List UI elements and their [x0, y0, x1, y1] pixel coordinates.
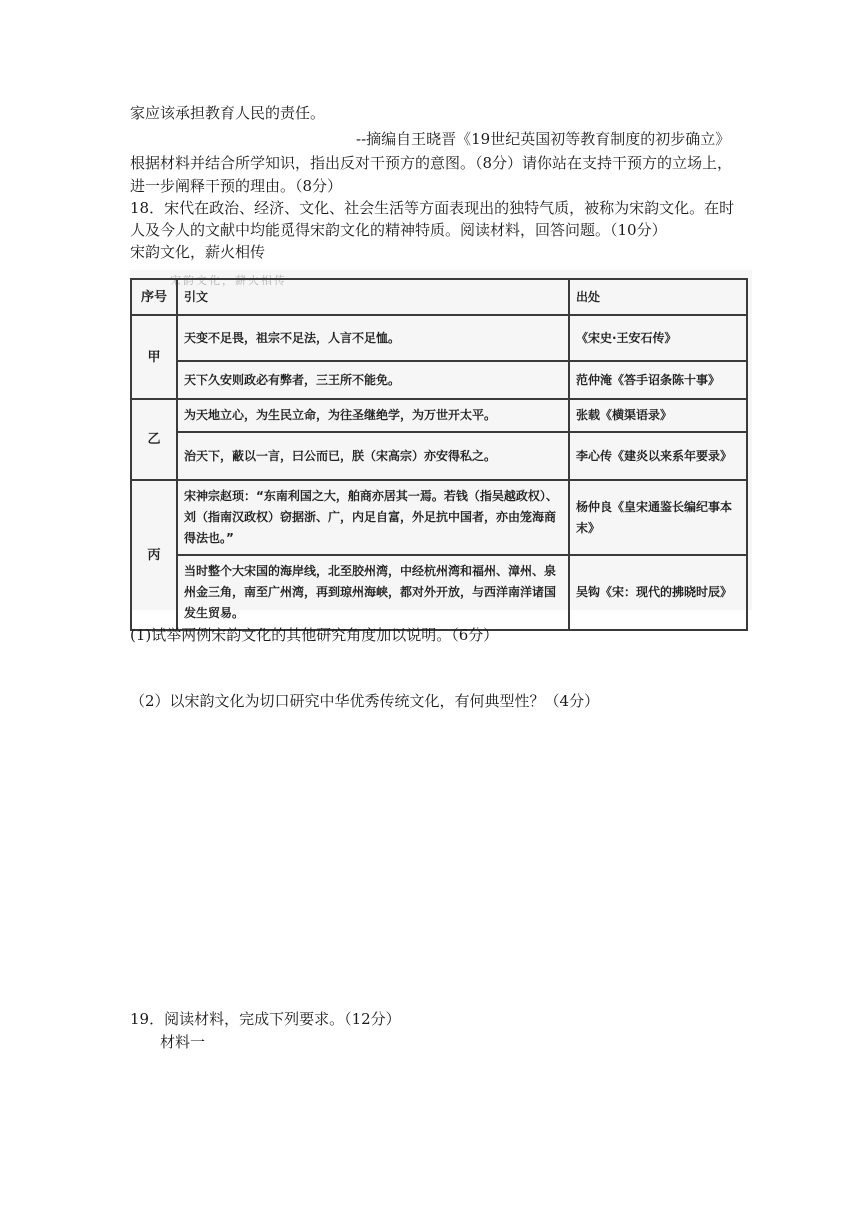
source-cell: 范仲淹《答手诏条陈十事》	[569, 361, 747, 399]
table-row	[131, 315, 747, 361]
table-row	[131, 480, 747, 555]
source-cell: 杨仲良《皇宋通鉴长编纪事本末》	[569, 480, 747, 555]
text-line-3: 根据材料并结合所学知识，指出反对干预方的意图。（8分）请你站在支持干预方的立场上，	[130, 154, 733, 172]
header-seq: 序号	[131, 279, 177, 315]
group-label-bing: 丙	[131, 480, 177, 630]
citation-line: --摘编自王晓晋《19世纪英国初等教育制度的初步确立》	[356, 130, 731, 148]
question-18-line-1: 18．宋代在政治、经济、文化、社会生活等方面表现出的独特气质，被称为宋韵文化。在时	[130, 199, 735, 217]
table-row	[131, 432, 747, 480]
quote-cell: 为天地立心，为生民立命，为往圣继绝学，为万世开太平。	[177, 399, 569, 432]
quote-cell: 当时整个大宋国的海岸线，北至胶州湾，中经杭州湾和福州、漳州、泉州金三角，南至广州湾，再到琼州海峡，都对外开放，与西洋南洋诸国发生贸易。	[177, 555, 569, 630]
quote-cell: 治天下，蔽以一言，曰公而已，朕（宋高宗）亦安得私之。	[177, 432, 569, 480]
text-line-4: 进一步阐释干预的理由。（8分）	[130, 177, 343, 195]
group-label-yi: 乙	[131, 399, 177, 480]
faded-caption: 宋韵文化，薪火相传	[170, 274, 287, 287]
header-quote: 引文	[177, 279, 569, 315]
table-row	[131, 361, 747, 399]
table-row	[131, 399, 747, 432]
source-cell: 李心传《建炎以来系年要录》	[569, 432, 747, 480]
question-18-line-2: 人及今人的文献中均能觅得宋韵文化的精神特质。阅读材料，回答问题。（10分）	[130, 221, 667, 239]
source-cell: 吴钩《宋：现代的拂晓时辰》	[569, 555, 747, 630]
quote-cell: 天下久安则政必有弊者，三王所不能免。	[177, 361, 569, 399]
source-cell: 《宋史·王安石传》	[569, 315, 747, 361]
quote-cell: 宋神宗赵顼：“东南利国之大，舶商亦居其一焉。若钱（指吴越政权）、刘（指南汉政权）窃据浙、广，内足自富，外足抗中国者，亦由笼海商得法也。”	[177, 480, 569, 555]
table-title: 宋韵文化，薪火相传	[130, 243, 266, 261]
table-row	[131, 555, 747, 630]
quote-table	[130, 278, 748, 631]
sub-question-1: (1)试举两例宋韵文化的其他研究角度加以说明。（6分）	[130, 626, 499, 644]
header-source: 出处	[569, 279, 747, 315]
scanned-table-image	[130, 270, 752, 620]
source-cell: 张载《横渠语录》	[569, 399, 747, 432]
material-1-label: 材料一	[160, 1033, 206, 1051]
table-header-row	[131, 279, 747, 315]
quote-cell: 天变不足畏，祖宗不足法，人言不足恤。	[177, 315, 569, 361]
text-line-1: 家应该承担教育人民的责任。	[130, 104, 326, 122]
sub-question-2: （2）以宋韵文化为切口研究中华优秀传统文化，有何典型性？（4分）	[130, 692, 600, 710]
question-19: 19．阅读材料，完成下列要求。（12分）	[130, 1010, 401, 1028]
group-label-jia: 甲	[131, 315, 177, 399]
